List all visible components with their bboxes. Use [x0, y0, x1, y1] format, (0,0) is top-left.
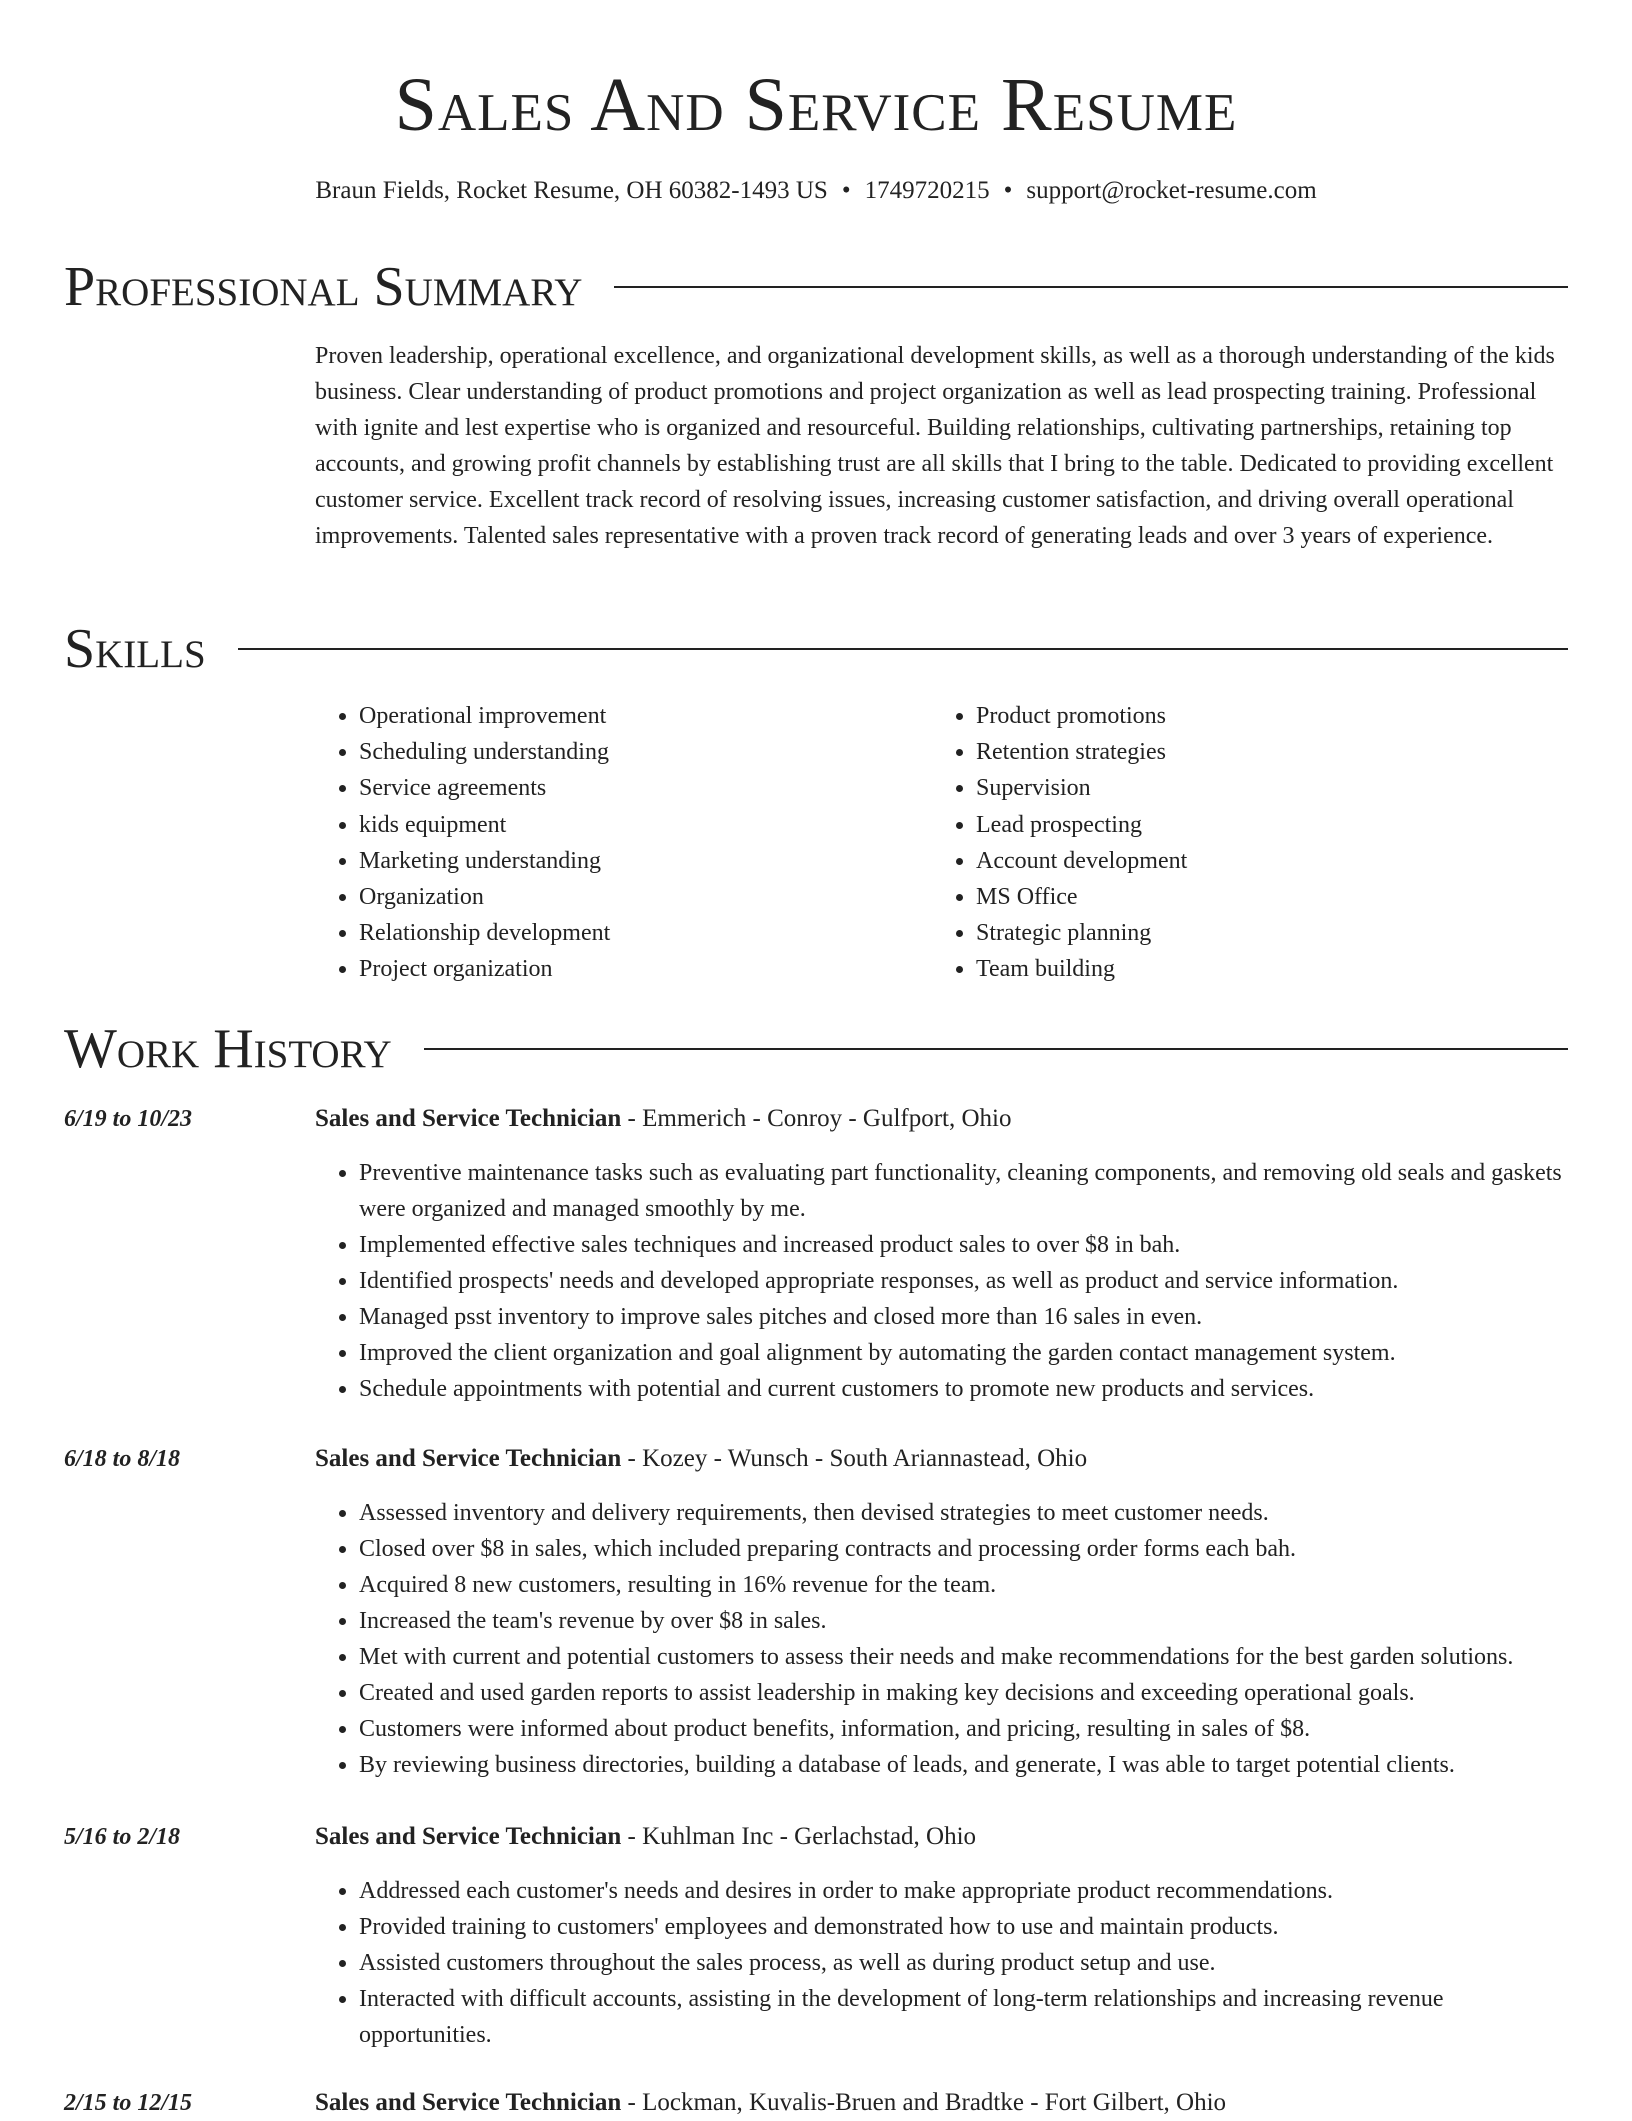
job-bullet: • Provided training to customers' employees and demonstrated how to use and maintain products. — [359, 1909, 1574, 1945]
job-bullet: • Assisted customers throughout the sales process, as well as during product setup and use. — [359, 1945, 1574, 1981]
job-company: - Emmerich - Conroy - Gulfport, Ohio — [621, 1105, 1012, 1132]
job-bullet: • Managed psst inventory to improve sales pitches and closed more than 16 sales in even. — [359, 1299, 1574, 1335]
job-bullets — [315, 1155, 1574, 1407]
job-bullet: • Implemented effective sales techniques and increased product sales to over $8 in bah. — [359, 1227, 1574, 1263]
work-heading: Work History — [64, 1018, 392, 1080]
job-bullet: • Preventive maintenance tasks such as evaluating part functionality, cleaning components, and removing old seals and gaskets were organized and managed smoothly by me. — [359, 1155, 1574, 1227]
job-bullet: • Improved the client organization and goal alignment by automating the garden contact management system. — [359, 1335, 1574, 1371]
job-role: Sales and Service Technician — [315, 1823, 622, 1850]
skill-item: • Organization — [359, 879, 932, 915]
skills-column-right — [932, 698, 1549, 988]
contact-phone: 1749720215 — [864, 177, 990, 204]
skill-item: • Supervision — [976, 770, 1549, 806]
contact-separator: • — [841, 177, 851, 204]
skills-column-left — [315, 698, 932, 988]
job-role: Sales and Service Technician — [315, 2089, 622, 2116]
summary-text: Proven leadership, operational excellence, and organizational development skills, as well as a thorough understanding of the kids business. Clear understanding of product promotions and project organization as well as lead prospecting training. Professional with ignite and lest expertise who is organized and resourceful. Building relationships, cultivating partnerships, retaining top accounts, and growing profit channels by establishing trust are all skills that I bring to the table. Dedicated to providing excellent customer service. Excellent track record of resolving issues, increasing customer satisfaction, and driving overall operational improvements. Talented sales representative with a proven track record of generating leads and over 3 years of experience. — [315, 343, 1555, 549]
job-company: - Kozey - Wunsch - South Ariannastead, Ohio — [621, 1445, 1088, 1472]
summary-heading: Professional Summary — [64, 256, 583, 318]
job-bullet: • Addressed each customer's needs and desires in order to make appropriate product recommendations. — [359, 1873, 1574, 1909]
job-bullet: • Created and used garden reports to assist leadership in making key decisions and exceeding operational goals. — [359, 1675, 1574, 1711]
contact-address: Braun Fields, Rocket Resume, OH 60382-1493 US — [315, 177, 828, 204]
job-heading — [315, 2085, 1574, 2121]
contact-email: support@rocket-resume.com — [1026, 177, 1317, 204]
contact-separator: • — [1003, 177, 1013, 204]
skill-item: • Service agreements — [359, 770, 932, 806]
skill-item: • Retention strategies — [976, 734, 1549, 770]
job-bullet: • Increased the team's revenue by over $8 in sales. — [359, 1603, 1574, 1639]
job-date: 6/19 to 10/23 — [64, 1106, 193, 1132]
job-company: - Lockman, Kuvalis-Bruen and Bradtke - Fort Gilbert, Ohio — [621, 2089, 1227, 2116]
job-bullets — [315, 1873, 1574, 2053]
skill-item: • Product promotions — [976, 698, 1549, 734]
summary-section-header — [64, 255, 1568, 319]
job-date: 6/18 to 8/18 — [64, 1446, 181, 1472]
job-bullet: • Interacted with difficult accounts, assisting in the development of long-term relationships and increasing revenue opportunities. — [359, 1981, 1574, 2053]
job-role: Sales and Service Technician — [315, 1105, 622, 1132]
job-bullet: • Closed over $8 in sales, which included preparing contracts and processing order forms each bah. — [359, 1531, 1574, 1567]
contact-line — [0, 174, 1632, 208]
skill-item: • Account development — [976, 843, 1549, 879]
skills-section-header — [64, 617, 1568, 681]
skill-item: • Project organization — [359, 951, 932, 987]
section-divider — [238, 648, 1568, 650]
section-divider — [424, 1048, 1568, 1050]
job-bullet: • Identified prospects' needs and developed appropriate responses, as well as product and service information. — [359, 1263, 1574, 1299]
job-heading — [315, 1441, 1574, 1477]
skill-item: • Marketing understanding — [359, 843, 932, 879]
job-bullet: • By reviewing business directories, building a database of leads, and generate, I was able to target potential clients. — [359, 1747, 1574, 1783]
skill-item: • MS Office — [976, 879, 1549, 915]
job-bullet: • Schedule appointments with potential and current customers to promote new products and services. — [359, 1371, 1574, 1407]
skill-item: • Operational improvement — [359, 698, 932, 734]
skills-list — [315, 698, 1568, 988]
job-date: 2/15 to 12/15 — [64, 2090, 193, 2116]
skill-item: • Relationship development — [359, 915, 932, 951]
job-date: 5/16 to 2/18 — [64, 1824, 181, 1850]
job-company: - Kuhlman Inc - Gerlachstad, Ohio — [621, 1823, 977, 1850]
skill-item: • Team building — [976, 951, 1549, 987]
job-bullet: • Assessed inventory and delivery requirements, then devised strategies to meet customer needs. — [359, 1495, 1574, 1531]
work-section-header — [64, 1017, 1568, 1081]
skills-heading: Skills — [64, 618, 206, 680]
skill-item: • kids equipment — [359, 807, 932, 843]
job-heading — [315, 1101, 1574, 1137]
job-heading — [315, 1819, 1574, 1855]
skill-item: • Lead prospecting — [976, 807, 1549, 843]
job-role: Sales and Service Technician — [315, 1445, 622, 1472]
job-bullet: • Met with current and potential customers to assess their needs and make recommendations for the best garden solutions. — [359, 1639, 1574, 1675]
job-bullet: • Acquired 8 new customers, resulting in 16% revenue for the team. — [359, 1567, 1574, 1603]
job-bullet: • Customers were informed about product benefits, information, and pricing, resulting in sales of $8. — [359, 1711, 1574, 1747]
job-bullets — [315, 1495, 1574, 1783]
skill-item: • Scheduling understanding — [359, 734, 932, 770]
resume-title: Sales And Service Resume — [394, 63, 1238, 147]
section-divider — [614, 286, 1568, 288]
skill-item: • Strategic planning — [976, 915, 1549, 951]
